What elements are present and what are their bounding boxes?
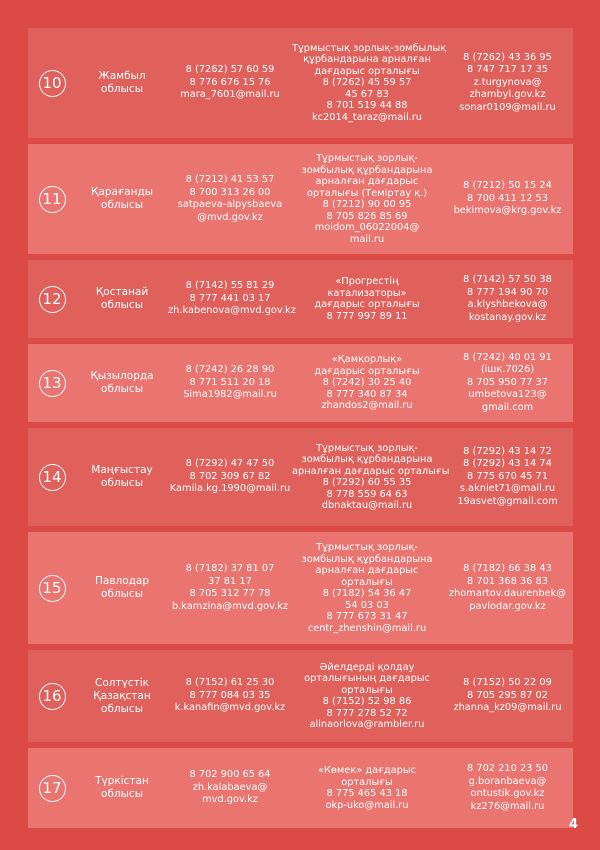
akimat-contact-line: 8 701 368 36 83: [466, 575, 549, 587]
table-row: [28, 748, 573, 828]
police-contact-line: Sima1982@mail.ru: [183, 389, 277, 401]
crisis-center-line: centr_zhenshin@mail.ru: [307, 622, 427, 634]
crisis-center-line: 8 705 826 85 69: [326, 210, 408, 222]
crisis-center-line: 8 777 673 31 47: [326, 611, 408, 622]
akimat-contact-line: 8 (7182) 66 38 43: [463, 563, 552, 574]
crisis-center-line: «Прогрестің: [335, 276, 399, 287]
akimat-contact-line: 8 775 670 45 71: [466, 470, 549, 482]
police-contact-line: 8 (7242) 26 28 90: [185, 364, 275, 376]
crisis-center-line: орталығы: [341, 576, 393, 588]
table-row: [28, 428, 573, 526]
police-contact-line: 8 (7182) 37 81 07: [185, 563, 275, 574]
region-cell: [76, 370, 168, 396]
row-number: 14: [39, 464, 66, 491]
region-name-line: облысы: [101, 477, 143, 489]
akimat-contact-line: 8 (7262) 43 36 95: [463, 51, 552, 63]
crisis-center-line: арналған дағдарыс: [315, 176, 419, 187]
crisis-center-line: dbnaktau@mail.ru: [321, 500, 413, 511]
akimat-contact-cell: [442, 563, 573, 613]
akimat-contact-line: sonar0109@mail.ru: [459, 101, 556, 113]
crisis-center-line: дағдарыс орталығы: [314, 299, 420, 310]
police-contact-cell: [168, 64, 292, 102]
crisis-center-cell: [292, 765, 442, 811]
crisis-center-line: 8 777 340 87 34: [326, 388, 408, 400]
crisis-center-line: катализаторы»: [327, 287, 407, 299]
akimat-contact-line: s.akniet71@mail.ru: [459, 483, 556, 495]
region-name-line: облысы: [101, 588, 143, 600]
table-row: [28, 260, 573, 338]
crisis-center-line: 8 (7242) 30 25 40: [322, 377, 412, 389]
akimat-contact-cell: [442, 352, 573, 415]
crisis-center-line: орталығы: [341, 776, 393, 788]
table-row: [28, 532, 573, 644]
row-number-cell: [28, 70, 76, 97]
akimat-contact-cell: [442, 677, 573, 715]
akimat-contact-line: umbetova123@: [468, 389, 547, 401]
crisis-center-line: Тұрмыстық зорлық-: [316, 542, 418, 553]
row-number-cell: [28, 683, 76, 710]
region-name-line: Қарағанды: [90, 186, 154, 198]
police-contact-line: zh.kalabaeva@: [192, 781, 268, 793]
police-contact-line: 8 702 309 67 82: [189, 470, 271, 482]
akimat-contact-line: gmail.com: [481, 401, 534, 413]
row-number: 11: [39, 186, 66, 213]
crisis-center-line: «Қамқорлық»: [331, 354, 403, 366]
crisis-center-line: 8 (7152) 52 98 86: [322, 696, 412, 707]
crisis-center-line: 8 777 997 89 11: [326, 310, 408, 322]
region-cell: [76, 575, 168, 601]
police-contact-line: 37 81 17: [208, 575, 252, 587]
crisis-center-line: дағдарыс орталығы: [314, 65, 420, 77]
crisis-center-line: орталығының дағдарыс: [304, 673, 430, 684]
police-contact-line: 8 (7152) 61 25 30: [185, 677, 275, 689]
police-contact-line: 8 702 900 65 64: [189, 769, 271, 781]
police-contact-cell: [168, 458, 292, 496]
akimat-contact-line: g.boranbaeva@: [468, 775, 547, 787]
police-contact-line: 8 (7212) 41 53 57: [185, 174, 275, 185]
crisis-center-line: zhandos2@mail.ru: [321, 400, 413, 412]
region-name-line: облысы: [101, 788, 143, 800]
table-row: [28, 650, 573, 742]
police-contact-cell: [168, 174, 292, 224]
akimat-contact-cell: [442, 52, 573, 115]
row-number-cell: [28, 575, 76, 602]
akimat-contact-line: 8 (7292) 43 14 74: [463, 458, 552, 470]
akimat-contact-line: 8 (7242) 40 01 91: [463, 351, 552, 363]
akimat-contact-line: zhomartov.daurenbek@: [448, 588, 567, 599]
police-contact-line: mvd.gov.kz: [202, 794, 258, 806]
crisis-center-line: Тұрмыстық зорлық-: [316, 153, 418, 164]
akimat-contact-line: z.turgynova@: [473, 76, 542, 88]
police-contact-line: Kamila.kg.1990@mail.ru: [169, 483, 291, 495]
crisis-center-line: 54 03 03: [345, 599, 389, 611]
police-contact-line: 8 705 312 77 78: [189, 588, 271, 599]
region-cell: [76, 286, 168, 312]
crisis-center-line: kc2014_taraz@mail.ru: [311, 111, 423, 123]
region-name-line: облысы: [101, 299, 143, 311]
region-name-line: Павлодар: [94, 575, 149, 587]
crisis-center-line: 8 775 465 43 18: [326, 788, 408, 799]
crisis-center-line: 8 (7212) 90 00 95: [322, 199, 412, 210]
crisis-center-line: 8 (7262) 45 59 57: [322, 77, 412, 89]
police-contact-line: 8 777 441 03 17: [189, 292, 271, 304]
akimat-contact-line: 8 700 411 12 53: [466, 192, 549, 204]
akimat-contact-line: 8 (7292) 43 14 72: [463, 445, 552, 457]
akimat-contact-line: a.klyshbekova@: [467, 299, 548, 310]
crisis-center-cell: [292, 276, 442, 322]
crisis-center-line: 45 67 83: [345, 88, 389, 100]
police-contact-cell: [168, 364, 292, 402]
crisis-center-line: зомбылық құрбандарына: [301, 553, 433, 565]
police-contact-cell: [168, 769, 292, 807]
akimat-contact-line: 19asvet@gmail.com: [457, 495, 558, 507]
row-number: 10: [39, 70, 66, 97]
crisis-center-line: орталығы (Теміртау қ.): [306, 187, 428, 199]
crisis-center-cell: [292, 42, 447, 124]
police-contact-line: mara_7601@mail.ru: [180, 89, 280, 101]
police-contact-line: b.kamzina@mvd.gov.kz: [171, 600, 289, 612]
akimat-contact-line: bekimova@krg.gov.kz: [453, 205, 562, 217]
police-contact-line: satpaeva-alpysbaeva: [177, 199, 283, 210]
akimat-contact-cell: [442, 763, 573, 813]
akimat-contact-line: zhanna_kz09@mail.ru: [453, 702, 562, 714]
crisis-center-line: 8 778 559 64 63: [326, 488, 408, 500]
crisis-center-line: зомбылық құрбандарына: [301, 164, 433, 176]
police-contact-line: 8 776 676 15 76: [189, 76, 271, 88]
police-contact-line: 8 (7262) 57 60 59: [185, 64, 275, 76]
police-contact-line: 8 700 313 26 00: [189, 186, 271, 198]
akimat-contact-line: 8 705 950 77 37: [466, 376, 549, 388]
row-number: 17: [39, 775, 66, 802]
row-number-cell: [28, 186, 76, 213]
crisis-center-line: 8 701 519 44 88: [326, 100, 408, 112]
akimat-contact-line: kostanay.gov.kz: [468, 311, 547, 323]
crisis-center-cell: [292, 153, 442, 245]
contacts-table: [28, 28, 573, 834]
crisis-center-line: moidom_06022004@: [314, 222, 420, 233]
akimat-contact-line: ontustik.gov.kz: [470, 788, 545, 799]
akimat-contact-line: 8 747 717 17 35: [466, 64, 549, 76]
region-name-line: Қостанай: [95, 286, 149, 298]
region-name-line: облысы: [101, 383, 143, 395]
crisis-center-line: Тұрмыстық зорлық-: [316, 442, 418, 454]
region-name-line: облысы: [101, 199, 143, 211]
table-row: [28, 144, 573, 254]
region-name-line: Қызылорда: [90, 370, 154, 382]
row-number: 15: [39, 575, 66, 602]
akimat-contact-line: pavlodar.gov.kz: [469, 600, 546, 612]
police-contact-cell: [168, 677, 292, 715]
police-contact-line: k.kanafin@mvd.gov.kz: [174, 702, 286, 714]
crisis-center-line: арналған дағдарыс: [315, 565, 419, 576]
akimat-contact-line: (ішк.7026): [480, 364, 535, 376]
akimat-contact-line: 8 777 194 90 70: [466, 286, 549, 298]
akimat-contact-line: 8 (7152) 50 22 09: [463, 677, 552, 689]
region-name-line: облысы: [101, 83, 143, 95]
crisis-center-cell: [292, 542, 442, 634]
region-cell: [76, 186, 168, 212]
police-contact-line: 8 (7292) 47 47 50: [185, 458, 275, 470]
crisis-center-line: Тұрмыстық зорлық-зомбылық: [292, 42, 447, 54]
crisis-center-line: дағдарыс орталығы: [314, 365, 420, 377]
region-name-line: Түркістан: [95, 775, 149, 787]
crisis-center-line: 8 777 278 52 72: [326, 707, 408, 719]
crisis-center-line: mail.ru: [349, 233, 385, 245]
crisis-center-line: орталығы: [341, 684, 393, 696]
region-cell: [76, 677, 168, 716]
page-number: 4: [568, 817, 578, 832]
akimat-contact-line: 8 (7212) 50 15 24: [463, 180, 552, 192]
region-name-line: Қазақстан: [93, 689, 151, 702]
police-contact-line: 8 771 511 20 18: [189, 376, 271, 388]
akimat-contact-cell: [442, 446, 573, 509]
row-number-cell: [28, 370, 76, 397]
police-contact-line: 8 777 084 03 35: [189, 689, 271, 701]
akimat-contact-cell: [442, 274, 573, 324]
akimat-contact-line: 8 705 295 87 02: [466, 689, 549, 701]
police-contact-cell: [168, 563, 292, 613]
region-name-line: облысы: [101, 702, 143, 715]
region-cell: [76, 70, 168, 96]
crisis-center-cell: [292, 662, 442, 731]
crisis-center-line: 8 (7182) 54 36 47: [322, 588, 412, 599]
crisis-center-line: Әйелдерді қолдау: [319, 661, 415, 673]
region-cell: [76, 464, 168, 490]
akimat-contact-line: 8 702 210 23 50: [466, 763, 549, 774]
row-number: 13: [39, 370, 66, 397]
crisis-center-cell: [292, 442, 450, 512]
region-name-line: Солтүстік: [95, 676, 149, 689]
akimat-contact-line: zhambyl.gov.kz: [469, 89, 546, 101]
region-name-line: Маңғыстау: [91, 464, 153, 476]
table-row: [28, 28, 573, 138]
row-number: 12: [39, 286, 66, 313]
police-contact-line: @mvd.gov.kz: [197, 211, 263, 223]
police-contact-cell: [168, 280, 296, 318]
crisis-center-line: 8 (7292) 60 55 35: [322, 477, 412, 488]
row-number: 16: [39, 683, 66, 710]
region-cell: [76, 775, 168, 801]
row-number-cell: [28, 286, 76, 313]
row-number-cell: [28, 775, 76, 802]
region-name-line: Жамбыл: [98, 70, 146, 82]
crisis-center-cell: [292, 354, 442, 412]
akimat-contact-cell: [442, 180, 573, 218]
police-contact-line: zh.kabenova@mvd.gov.kz: [168, 305, 296, 317]
crisis-center-line: alinaorlova@rambler.ru: [309, 719, 425, 730]
crisis-center-line: құрбандарына арналған: [303, 54, 431, 66]
table-row: [28, 344, 573, 422]
akimat-contact-line: kz276@mail.ru: [470, 800, 545, 812]
crisis-center-line: «Көмек» дағдарыс: [317, 765, 417, 776]
crisis-center-line: зомбылық құрбандарына: [301, 454, 433, 465]
crisis-center-line: арналған дағдарыс орталығы: [292, 465, 450, 477]
crisis-center-line: okp-uko@mail.ru: [325, 799, 409, 811]
akimat-contact-line: 8 (7142) 57 50 38: [463, 274, 552, 285]
row-number-cell: [28, 464, 76, 491]
police-contact-line: 8 (7142) 55 81 29: [185, 280, 275, 292]
